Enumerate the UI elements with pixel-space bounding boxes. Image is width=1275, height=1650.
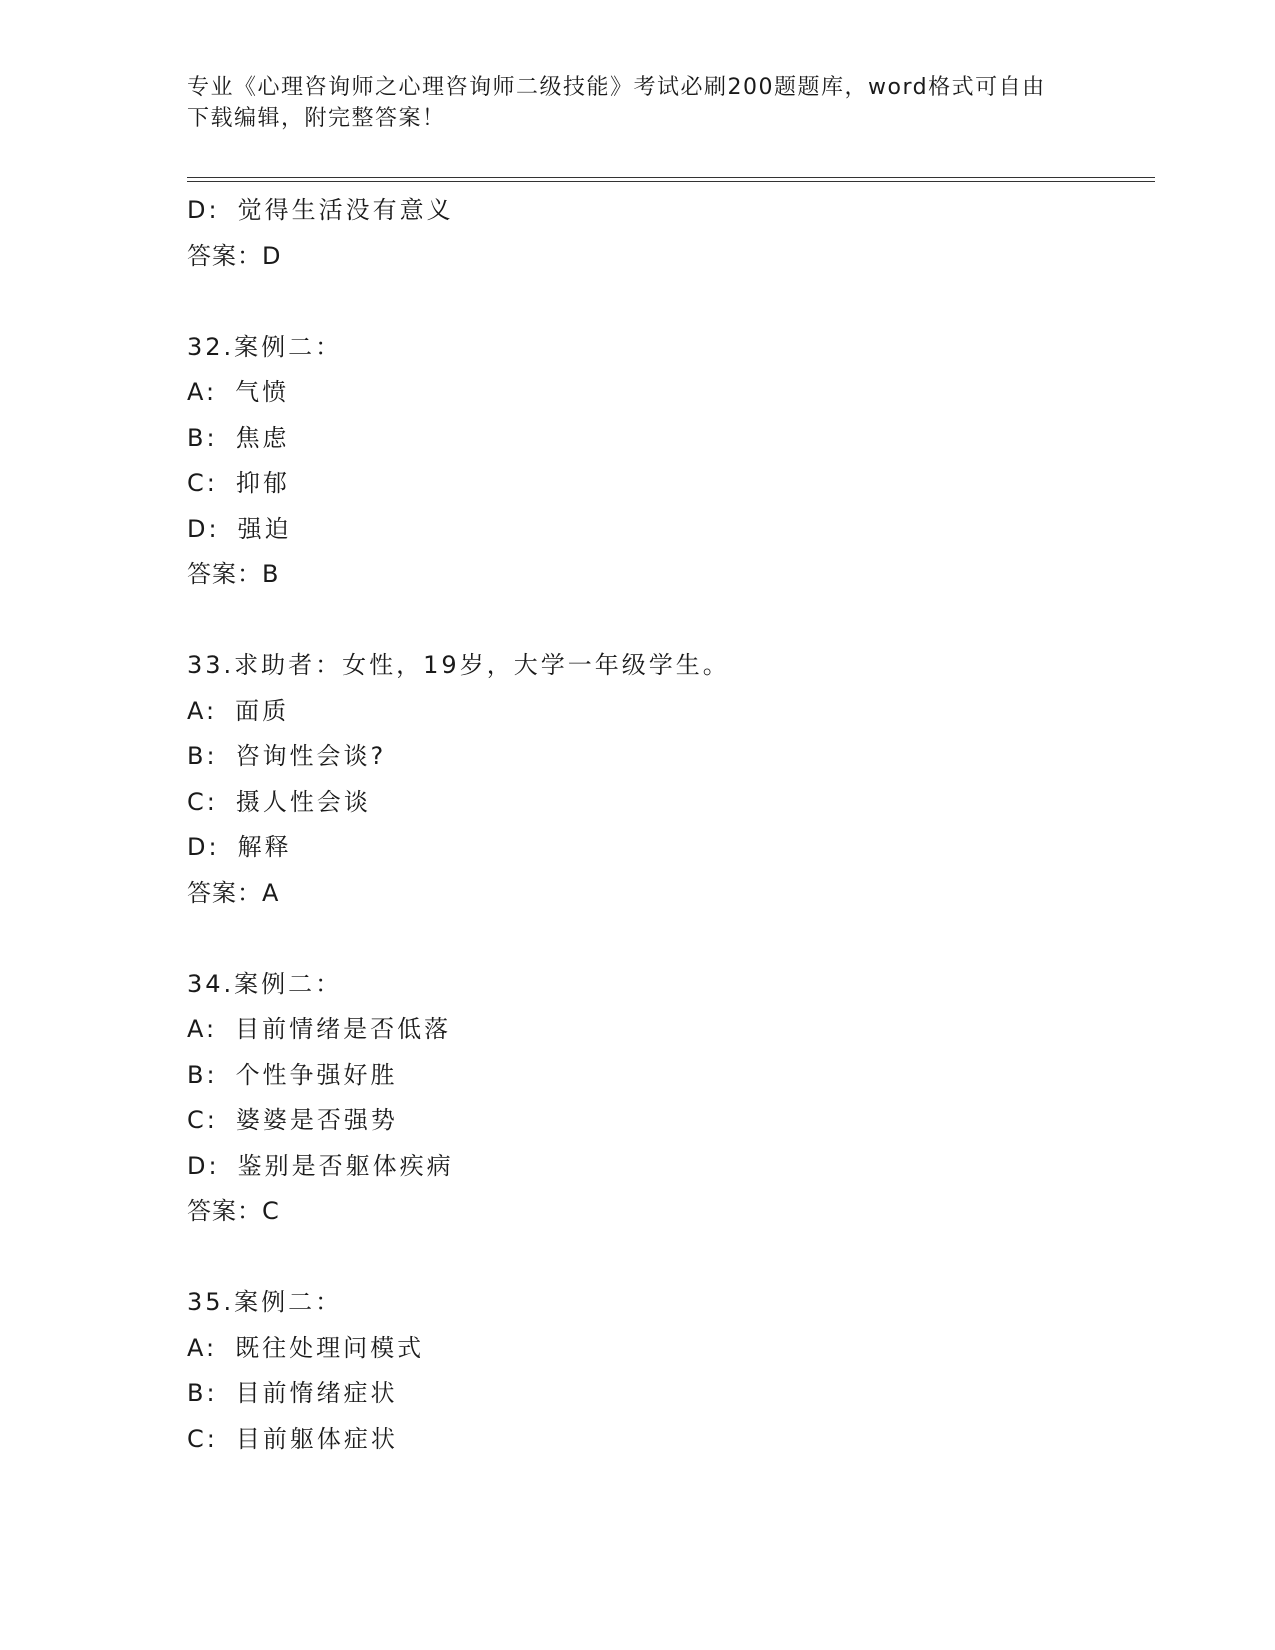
option-line	[187, 1098, 1147, 1144]
option-text: 面质	[235, 696, 290, 725]
option-line	[187, 1326, 1147, 1372]
option-text: 强迫	[237, 514, 292, 543]
option-label: D:	[187, 514, 220, 543]
option-line	[187, 1144, 1147, 1190]
option-label: B:	[187, 742, 218, 770]
option-line	[187, 507, 1147, 553]
option-line	[187, 1417, 1147, 1463]
option-label: D:	[187, 196, 220, 224]
answer-line: 答案：D	[187, 241, 282, 270]
question-stem: 33.求助者：女性，19岁，大学一年级学生。	[187, 651, 730, 679]
option-label: B:	[187, 423, 218, 452]
answer-line: 答案：A	[187, 878, 280, 907]
option-label: A:	[187, 378, 218, 406]
option-label: A:	[187, 1333, 218, 1362]
spacer	[187, 598, 1147, 644]
option-text: 觉得生活没有意义	[237, 196, 454, 224]
option-line	[187, 689, 1147, 735]
option-text: 气愤	[235, 378, 290, 406]
option-label: D:	[187, 1151, 220, 1180]
option-text: 解释	[237, 833, 292, 861]
option-text: 摄人性会谈	[235, 787, 371, 816]
answer-line: 答案：C	[187, 1197, 280, 1225]
option-text: 鉴别是否躯体疾病	[237, 1151, 454, 1180]
spacer	[187, 1235, 1147, 1281]
option-text: 目前情绪是否低落	[235, 1015, 452, 1043]
spacer	[187, 916, 1147, 962]
option-line	[187, 1371, 1147, 1417]
option-line	[187, 825, 1147, 871]
option-line	[187, 734, 1147, 780]
option-label: A:	[187, 696, 218, 725]
question-content	[187, 188, 1147, 1462]
question-stem: 32.案例二：	[187, 332, 343, 361]
document-header: 专业《心理咨询师之心理咨询师二级技能》考试必刷200题题库，word格式可自由下载编辑，附完整答案！	[187, 75, 1046, 131]
question-stem: 34.案例二：	[187, 969, 343, 998]
header-rule-top	[187, 177, 1155, 178]
option-line	[187, 416, 1147, 462]
option-text: 婆婆是否强势	[235, 1106, 398, 1134]
option-text: 焦虑	[235, 423, 290, 452]
option-label: C:	[187, 469, 218, 497]
option-line	[187, 1007, 1147, 1053]
option-label: C:	[187, 1424, 218, 1453]
spacer	[187, 279, 1147, 325]
option-text: 目前惰绪症状	[235, 1379, 398, 1407]
option-label: C:	[187, 787, 218, 816]
option-text: 咨询性会谈?	[235, 742, 387, 770]
option-line	[187, 1053, 1147, 1099]
option-text: 既往处理问模式	[235, 1333, 425, 1362]
header-rule-bottom	[187, 181, 1155, 182]
option-label: B:	[187, 1060, 218, 1089]
option-line	[187, 780, 1147, 826]
option-label: C:	[187, 1106, 218, 1134]
answer-line: 答案：B	[187, 560, 280, 588]
option-label: D:	[187, 833, 220, 861]
option-text: 个性争强好胜	[235, 1060, 398, 1089]
option-line	[187, 188, 1147, 234]
option-text: 目前躯体症状	[235, 1424, 398, 1453]
option-text: 抑郁	[235, 469, 290, 497]
option-line	[187, 461, 1147, 507]
option-label: B:	[187, 1379, 218, 1407]
question-stem: 35.案例二：	[187, 1288, 343, 1316]
option-line	[187, 370, 1147, 416]
option-label: A:	[187, 1015, 218, 1043]
